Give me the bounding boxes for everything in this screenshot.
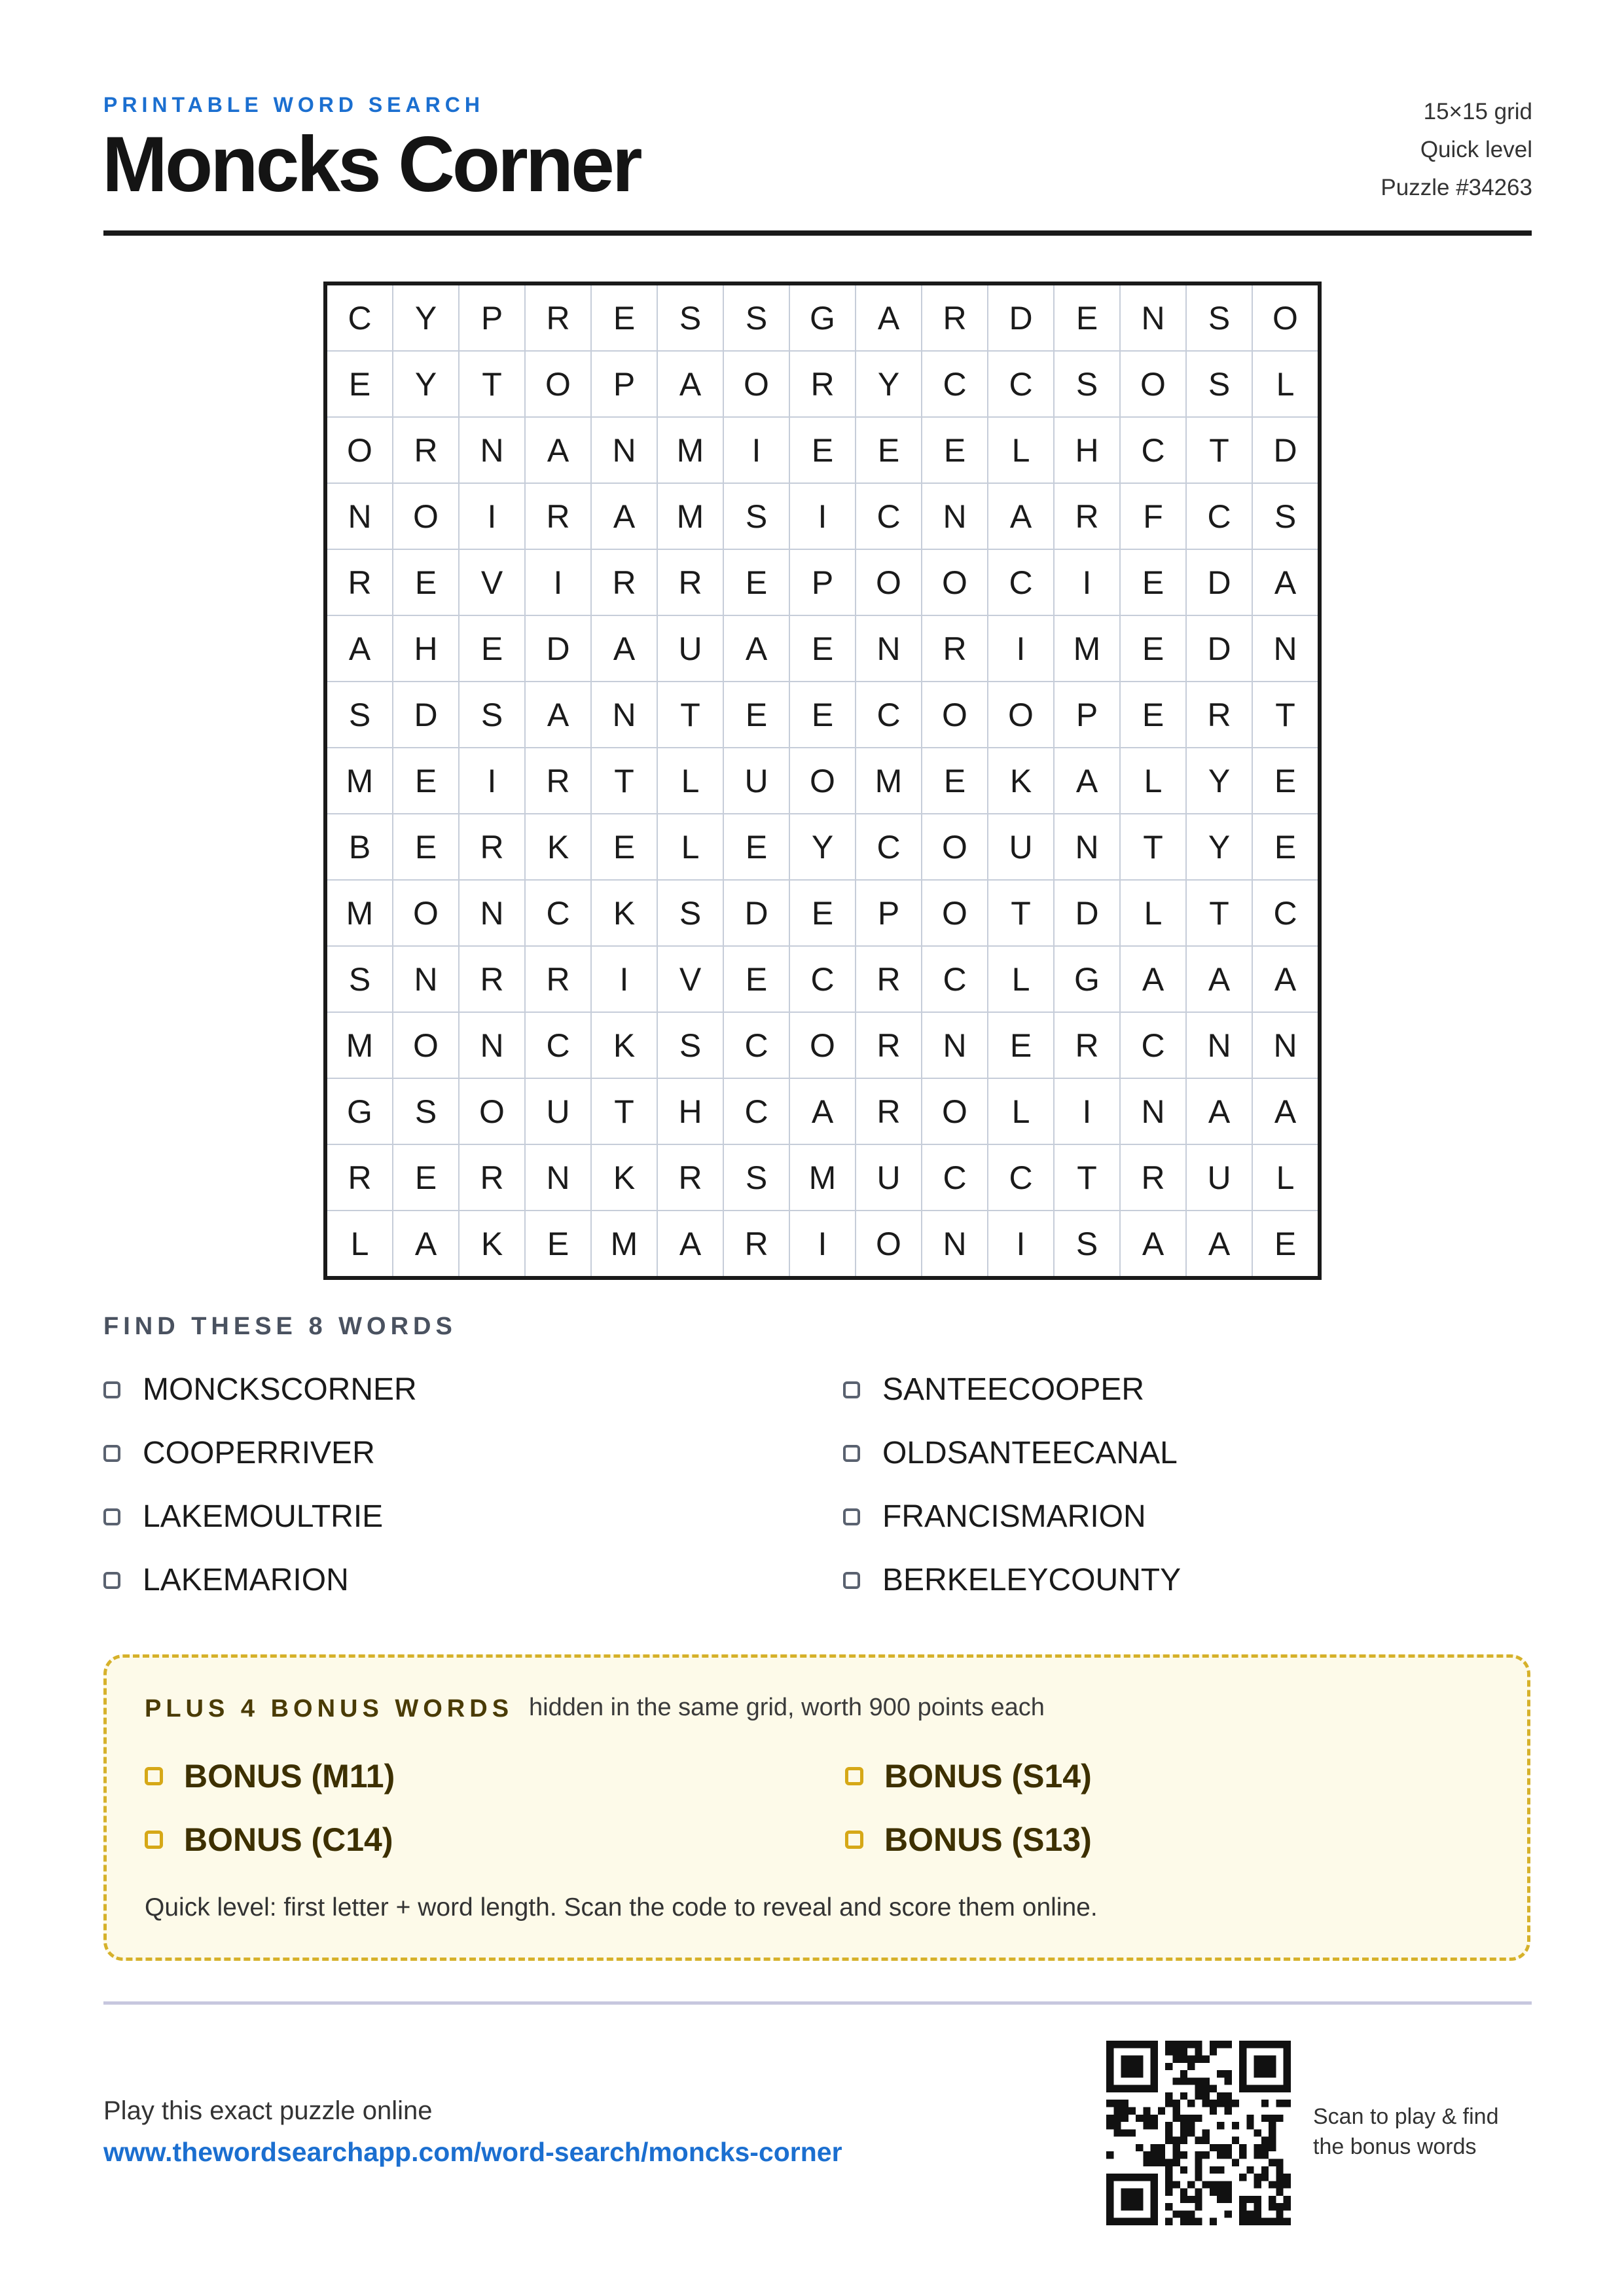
grid-cell[interactable]: N xyxy=(922,1012,988,1078)
grid-cell[interactable]: I xyxy=(459,483,525,549)
grid-cell[interactable]: S xyxy=(1186,283,1252,351)
grid-cell[interactable]: T xyxy=(1186,417,1252,483)
checkbox-icon[interactable] xyxy=(103,1572,120,1589)
grid-cell[interactable]: N xyxy=(393,946,459,1012)
grid-cell[interactable]: O xyxy=(1120,351,1186,417)
grid-cell[interactable]: D xyxy=(1186,615,1252,682)
grid-cell[interactable]: C xyxy=(723,1012,789,1078)
word-item[interactable] xyxy=(843,1499,1146,1535)
grid-cell[interactable]: A xyxy=(789,1078,856,1144)
grid-cell[interactable]: R xyxy=(856,1012,922,1078)
grid-cell[interactable]: N xyxy=(1186,1012,1252,1078)
grid-cell[interactable]: C xyxy=(856,814,922,880)
grid-row xyxy=(325,615,1320,682)
grid-cell[interactable]: E xyxy=(393,549,459,615)
grid-cell[interactable]: E xyxy=(789,880,856,946)
grid-cell[interactable]: T xyxy=(1186,880,1252,946)
grid-cell[interactable]: A xyxy=(525,682,591,748)
grid-cell[interactable]: C xyxy=(922,1144,988,1211)
grid-cell[interactable]: N xyxy=(325,483,393,549)
bonus-word-item[interactable] xyxy=(845,1757,1092,1795)
checkbox-icon[interactable] xyxy=(843,1445,860,1462)
grid-cell[interactable]: U xyxy=(1186,1144,1252,1211)
grid-cell[interactable]: T xyxy=(1120,814,1186,880)
grid-cell[interactable]: E xyxy=(393,748,459,814)
grid-cell[interactable]: T xyxy=(459,351,525,417)
grid-cell[interactable]: Y xyxy=(393,351,459,417)
grid-cell[interactable]: A xyxy=(1252,946,1320,1012)
grid-cell[interactable]: S xyxy=(723,1144,789,1211)
qr-caption-line: the bonus words xyxy=(1313,2134,1477,2159)
grid-cell[interactable]: H xyxy=(1054,417,1120,483)
grid-cell[interactable]: E xyxy=(525,1211,591,1278)
grid-cell[interactable]: I xyxy=(789,1211,856,1278)
grid-cell[interactable]: G xyxy=(789,283,856,351)
grid-cell[interactable]: D xyxy=(988,283,1054,351)
bonus-word-label: BONUS (M11) xyxy=(184,1758,395,1795)
grid-cell[interactable]: R xyxy=(922,615,988,682)
grid-cell[interactable]: M xyxy=(591,1211,657,1278)
checkbox-icon[interactable] xyxy=(103,1508,120,1525)
play-online-label: Play this exact puzzle online xyxy=(103,2096,433,2125)
grid-cell[interactable]: A xyxy=(856,283,922,351)
header-divider xyxy=(103,230,1532,236)
grid-cell[interactable]: L xyxy=(657,814,723,880)
word-label: SANTEECOOPER xyxy=(882,1372,1145,1407)
grid-cell[interactable]: S xyxy=(325,946,393,1012)
bonus-word-label: BONUS (S13) xyxy=(884,1821,1092,1858)
grid-cell[interactable]: O xyxy=(459,1078,525,1144)
grid-cell[interactable]: R xyxy=(1120,1144,1186,1211)
grid-cell[interactable]: I xyxy=(1054,549,1120,615)
word-label: LAKEMARION xyxy=(143,1563,349,1597)
grid-cell[interactable]: A xyxy=(591,483,657,549)
grid-row xyxy=(325,351,1320,417)
grid-cell[interactable]: C xyxy=(922,946,988,1012)
word-item[interactable] xyxy=(103,1499,383,1535)
grid-cell[interactable]: S xyxy=(325,682,393,748)
grid-cell[interactable]: A xyxy=(657,351,723,417)
grid-cell[interactable]: S xyxy=(1054,351,1120,417)
grid-cell[interactable]: U xyxy=(657,615,723,682)
grid-row xyxy=(325,1144,1320,1211)
word-label: FRANCISMARION xyxy=(882,1499,1146,1534)
grid-cell[interactable]: Y xyxy=(1186,748,1252,814)
grid-cell[interactable]: L xyxy=(325,1211,393,1278)
grid-cell[interactable]: O xyxy=(922,814,988,880)
bonus-word-item[interactable] xyxy=(145,1821,393,1859)
grid-cell[interactable]: U xyxy=(723,748,789,814)
grid-cell[interactable]: E xyxy=(1252,814,1320,880)
grid-cell[interactable]: F xyxy=(1120,483,1186,549)
bonus-heading: PLUS 4 BONUS WORDS xyxy=(145,1695,514,1722)
grid-cell[interactable]: D xyxy=(1252,417,1320,483)
grid-cell[interactable]: C xyxy=(525,1012,591,1078)
grid-cell[interactable]: O xyxy=(789,748,856,814)
grid-cell[interactable]: O xyxy=(922,549,988,615)
grid-cell[interactable]: C xyxy=(856,682,922,748)
checkbox-icon[interactable] xyxy=(843,1572,860,1589)
grid-cell[interactable]: O xyxy=(325,417,393,483)
checkbox-icon[interactable] xyxy=(845,1831,863,1849)
grid-cell[interactable]: R xyxy=(723,1211,789,1278)
grid-cell[interactable]: K xyxy=(591,1144,657,1211)
grid-cell[interactable]: A xyxy=(325,615,393,682)
grid-cell[interactable]: S xyxy=(1054,1211,1120,1278)
grid-cell[interactable]: O xyxy=(856,1211,922,1278)
grid-cell[interactable]: R xyxy=(525,283,591,351)
grid-cell[interactable]: O xyxy=(789,1012,856,1078)
grid-cell[interactable]: R xyxy=(325,549,393,615)
grid-row xyxy=(325,1078,1320,1144)
grid-cell[interactable]: K xyxy=(525,814,591,880)
grid-cell[interactable]: U xyxy=(856,1144,922,1211)
puzzle-number: Puzzle #34263 xyxy=(1380,175,1532,200)
grid-cell[interactable]: R xyxy=(525,483,591,549)
word-label: LAKEMOULTRIE xyxy=(143,1499,384,1534)
grid-cell[interactable]: K xyxy=(988,748,1054,814)
grid-cell[interactable]: R xyxy=(459,814,525,880)
grid-cell[interactable]: A xyxy=(723,615,789,682)
grid-cell[interactable]: U xyxy=(988,814,1054,880)
grid-cell[interactable]: I xyxy=(988,1211,1054,1278)
grid-cell[interactable]: D xyxy=(1186,549,1252,615)
letter-grid xyxy=(323,282,1322,1280)
grid-cell[interactable]: I xyxy=(723,417,789,483)
grid-cell[interactable]: L xyxy=(1252,351,1320,417)
grid-cell[interactable]: C xyxy=(988,1144,1054,1211)
grid-cell[interactable]: E xyxy=(393,1144,459,1211)
grid-cell[interactable]: D xyxy=(1054,880,1120,946)
grid-cell[interactable]: E xyxy=(1252,748,1320,814)
grid-cell[interactable]: N xyxy=(922,1211,988,1278)
grid-cell[interactable]: C xyxy=(1186,483,1252,549)
word-item[interactable] xyxy=(843,1372,1144,1408)
grid-cell[interactable]: S xyxy=(657,283,723,351)
grid-cell[interactable]: O xyxy=(856,549,922,615)
grid-cell[interactable]: S xyxy=(723,283,789,351)
checkbox-icon[interactable] xyxy=(845,1767,863,1785)
grid-cell[interactable]: O xyxy=(1252,283,1320,351)
grid-cell[interactable]: L xyxy=(988,417,1054,483)
grid-cell[interactable]: E xyxy=(325,351,393,417)
grid-cell[interactable]: I xyxy=(591,946,657,1012)
grid-cell[interactable]: R xyxy=(856,946,922,1012)
grid-cell[interactable]: M xyxy=(789,1144,856,1211)
grid-cell[interactable]: B xyxy=(325,814,393,880)
grid-cell[interactable]: O xyxy=(393,483,459,549)
grid-cell[interactable]: P xyxy=(789,549,856,615)
grid-cell[interactable]: N xyxy=(459,880,525,946)
grid-cell[interactable]: E xyxy=(1054,283,1120,351)
grid-cell[interactable]: K xyxy=(591,880,657,946)
puzzle-url-link[interactable]: www.thewordsearchapp.com/word-search/moncks-corner xyxy=(103,2137,842,2167)
grid-cell[interactable]: L xyxy=(657,748,723,814)
grid-cell[interactable]: T xyxy=(657,682,723,748)
grid-cell[interactable]: G xyxy=(325,1078,393,1144)
grid-row xyxy=(325,880,1320,946)
grid-cell[interactable]: H xyxy=(657,1078,723,1144)
grid-cell[interactable]: R xyxy=(525,946,591,1012)
grid-cell[interactable]: E xyxy=(393,814,459,880)
grid-cell[interactable]: I xyxy=(459,748,525,814)
bonus-word-label: BONUS (C14) xyxy=(184,1821,393,1858)
grid-cell[interactable]: L xyxy=(988,946,1054,1012)
grid-cell[interactable]: O xyxy=(922,1078,988,1144)
grid-cell[interactable]: A xyxy=(591,615,657,682)
grid-cell[interactable]: A xyxy=(1186,1078,1252,1144)
grid-cell[interactable]: C xyxy=(789,946,856,1012)
puzzle-meta xyxy=(1380,93,1532,207)
grid-cell[interactable]: D xyxy=(393,682,459,748)
grid-cell[interactable]: R xyxy=(525,748,591,814)
grid-cell[interactable]: T xyxy=(988,880,1054,946)
grid-cell[interactable]: M xyxy=(325,880,393,946)
grid-cell[interactable]: N xyxy=(591,417,657,483)
bonus-note: Quick level: first letter + word length. Scan the code to reveal and score them online. xyxy=(145,1893,1098,1922)
grid-cell[interactable]: N xyxy=(459,1012,525,1078)
grid-cell[interactable]: M xyxy=(657,483,723,549)
grid-cell[interactable]: E xyxy=(1120,682,1186,748)
grid-cell[interactable]: N xyxy=(1054,814,1120,880)
grid-cell[interactable]: N xyxy=(1252,1012,1320,1078)
grid-cell[interactable]: A xyxy=(393,1211,459,1278)
grid-cell[interactable]: V xyxy=(657,946,723,1012)
grid-cell[interactable]: T xyxy=(591,748,657,814)
grid-cell[interactable]: E xyxy=(723,946,789,1012)
grid-cell[interactable]: A xyxy=(1120,946,1186,1012)
bonus-word-item[interactable] xyxy=(145,1757,395,1795)
grid-cell[interactable]: Y xyxy=(789,814,856,880)
grid-cell[interactable]: M xyxy=(325,1012,393,1078)
grid-cell[interactable]: C xyxy=(1120,1012,1186,1078)
bonus-word-item[interactable] xyxy=(845,1821,1092,1859)
grid-row xyxy=(325,748,1320,814)
grid-cell[interactable]: P xyxy=(591,351,657,417)
grid-row xyxy=(325,417,1320,483)
grid-cell[interactable]: N xyxy=(459,417,525,483)
grid-cell[interactable]: O xyxy=(922,880,988,946)
word-item[interactable] xyxy=(843,1435,1178,1471)
grid-row xyxy=(325,1211,1320,1278)
grid-cell[interactable]: T xyxy=(1054,1144,1120,1211)
word-item[interactable] xyxy=(103,1435,375,1471)
grid-cell[interactable]: E xyxy=(723,682,789,748)
checkbox-icon[interactable] xyxy=(145,1767,163,1785)
checkbox-icon[interactable] xyxy=(843,1381,860,1398)
grid-cell[interactable]: I xyxy=(525,549,591,615)
footer-divider xyxy=(103,2001,1532,2005)
grid-cell[interactable]: A xyxy=(1186,1211,1252,1278)
grid-cell[interactable]: O xyxy=(393,880,459,946)
grid-cell[interactable]: O xyxy=(525,351,591,417)
grid-cell[interactable]: G xyxy=(1054,946,1120,1012)
checkbox-icon[interactable] xyxy=(103,1381,120,1398)
grid-cell[interactable]: Y xyxy=(856,351,922,417)
grid-cell[interactable]: M xyxy=(1054,615,1120,682)
grid-cell[interactable]: R xyxy=(856,1078,922,1144)
grid-cell[interactable]: A xyxy=(988,483,1054,549)
grid-cell[interactable]: P xyxy=(459,283,525,351)
grid-cell[interactable]: D xyxy=(525,615,591,682)
grid-cell[interactable]: P xyxy=(1054,682,1120,748)
grid-cell[interactable]: E xyxy=(1120,615,1186,682)
grid-cell[interactable]: R xyxy=(789,351,856,417)
grid-cell[interactable]: N xyxy=(591,682,657,748)
grid-cell[interactable]: C xyxy=(723,1078,789,1144)
header-kicker: PRINTABLE WORD SEARCH xyxy=(103,93,484,117)
grid-cell[interactable]: M xyxy=(325,748,393,814)
grid-cell[interactable]: O xyxy=(723,351,789,417)
grid-cell[interactable]: E xyxy=(789,615,856,682)
grid-cell[interactable]: C xyxy=(988,351,1054,417)
qr-caption xyxy=(1313,2102,1499,2162)
grid-cell[interactable]: Y xyxy=(1186,814,1252,880)
grid-cell[interactable]: V xyxy=(459,549,525,615)
qr-code[interactable] xyxy=(1106,2041,1291,2225)
grid-cell[interactable]: K xyxy=(459,1211,525,1278)
grid-cell[interactable]: T xyxy=(591,1078,657,1144)
grid-cell[interactable]: N xyxy=(856,615,922,682)
grid-cell[interactable]: A xyxy=(525,417,591,483)
grid-row xyxy=(325,1012,1320,1078)
bonus-word-label: BONUS (S14) xyxy=(884,1758,1092,1795)
grid-cell[interactable]: C xyxy=(1120,417,1186,483)
grid-cell[interactable]: D xyxy=(723,880,789,946)
grid-cell[interactable]: A xyxy=(1252,549,1320,615)
grid-cell[interactable]: L xyxy=(988,1078,1054,1144)
grid-cell[interactable]: C xyxy=(325,283,393,351)
grid-cell[interactable]: N xyxy=(1252,615,1320,682)
grid-row xyxy=(325,814,1320,880)
grid-row xyxy=(325,682,1320,748)
grid-cell[interactable]: N xyxy=(1120,283,1186,351)
grid-cell[interactable]: U xyxy=(525,1078,591,1144)
grid-row xyxy=(325,946,1320,1012)
checkbox-icon[interactable] xyxy=(145,1831,163,1849)
grid-cell[interactable]: L xyxy=(1120,880,1186,946)
grid-cell[interactable]: S xyxy=(459,682,525,748)
checkbox-icon[interactable] xyxy=(103,1445,120,1462)
grid-cell[interactable]: S xyxy=(393,1078,459,1144)
grid-cell[interactable]: O xyxy=(393,1012,459,1078)
word-item[interactable] xyxy=(103,1372,417,1408)
grid-cell[interactable]: E xyxy=(856,417,922,483)
grid-cell[interactable]: E xyxy=(459,615,525,682)
grid-cell[interactable]: K xyxy=(591,1012,657,1078)
grid-row xyxy=(325,549,1320,615)
word-label: OLDSANTEECANAL xyxy=(882,1436,1178,1470)
grid-cell[interactable]: S xyxy=(723,483,789,549)
grid-cell[interactable]: R xyxy=(1054,483,1120,549)
grid-cell[interactable]: E xyxy=(723,814,789,880)
grid-cell[interactable]: N xyxy=(1120,1078,1186,1144)
bonus-subtitle: hidden in the same grid, worth 900 points each xyxy=(529,1694,1045,1721)
grid-cell[interactable]: M xyxy=(856,748,922,814)
grid-row xyxy=(325,483,1320,549)
grid-cell[interactable]: R xyxy=(591,549,657,615)
page-title: Moncks Corner xyxy=(102,120,640,208)
grid-cell[interactable]: L xyxy=(1252,1144,1320,1211)
grid-cell[interactable]: E xyxy=(789,682,856,748)
grid-cell[interactable]: E xyxy=(591,814,657,880)
grid-cell[interactable]: S xyxy=(657,1012,723,1078)
grid-cell[interactable]: S xyxy=(657,880,723,946)
grid-cell[interactable]: Y xyxy=(393,283,459,351)
grid-cell[interactable]: E xyxy=(723,549,789,615)
grid-cell[interactable]: E xyxy=(1120,549,1186,615)
word-item[interactable] xyxy=(843,1562,1181,1598)
grid-cell[interactable]: E xyxy=(988,1012,1054,1078)
grid-cell[interactable]: R xyxy=(393,417,459,483)
grid-cell[interactable]: R xyxy=(459,946,525,1012)
grid-cell[interactable]: O xyxy=(922,682,988,748)
grid-cell[interactable]: R xyxy=(325,1144,393,1211)
grid-cell[interactable]: I xyxy=(789,483,856,549)
grid-cell[interactable]: L xyxy=(1120,748,1186,814)
word-item[interactable] xyxy=(103,1562,349,1598)
grid-cell[interactable]: A xyxy=(1054,748,1120,814)
grid-row xyxy=(325,283,1320,351)
grid-cell[interactable]: T xyxy=(1252,682,1320,748)
word-label: COOPERRIVER xyxy=(143,1436,375,1470)
word-list-heading: FIND THESE 8 WORDS xyxy=(103,1313,457,1340)
grid-cell[interactable]: R xyxy=(1186,682,1252,748)
grid-cell[interactable]: N xyxy=(922,483,988,549)
grid-cell[interactable]: P xyxy=(856,880,922,946)
grid-cell[interactable]: N xyxy=(525,1144,591,1211)
grid-cell[interactable]: I xyxy=(1054,1078,1120,1144)
word-label: MONCKSCORNER xyxy=(143,1372,417,1407)
grid-cell[interactable]: E xyxy=(591,283,657,351)
qr-caption-line: Scan to play & find xyxy=(1313,2104,1499,2129)
grid-cell[interactable]: E xyxy=(1252,1211,1320,1278)
grid-cell[interactable]: R xyxy=(459,1144,525,1211)
grid-cell[interactable]: M xyxy=(657,417,723,483)
grid-cell[interactable]: R xyxy=(657,1144,723,1211)
grid-cell[interactable]: H xyxy=(393,615,459,682)
difficulty-level: Quick level xyxy=(1420,137,1532,162)
word-label: BERKELEYCOUNTY xyxy=(882,1563,1182,1597)
grid-cell[interactable]: R xyxy=(1054,1012,1120,1078)
grid-cell[interactable]: E xyxy=(789,417,856,483)
grid-cell[interactable]: R xyxy=(922,283,988,351)
grid-cell[interactable]: A xyxy=(657,1211,723,1278)
grid-cell[interactable]: A xyxy=(1186,946,1252,1012)
grid-cell[interactable]: C xyxy=(922,351,988,417)
grid-cell[interactable]: A xyxy=(1120,1211,1186,1278)
grid-cell[interactable]: I xyxy=(988,615,1054,682)
grid-cell[interactable]: E xyxy=(922,417,988,483)
grid-cell[interactable]: A xyxy=(1252,1078,1320,1144)
grid-cell[interactable]: S xyxy=(1186,351,1252,417)
grid-cell[interactable]: E xyxy=(922,748,988,814)
bonus-box xyxy=(103,1654,1530,1961)
grid-size: 15×15 grid xyxy=(1423,99,1532,124)
grid-cell[interactable]: C xyxy=(988,549,1054,615)
checkbox-icon[interactable] xyxy=(843,1508,860,1525)
grid-cell[interactable]: C xyxy=(1252,880,1320,946)
grid-cell[interactable]: C xyxy=(525,880,591,946)
grid-cell[interactable]: C xyxy=(856,483,922,549)
grid-cell[interactable]: R xyxy=(657,549,723,615)
grid-cell[interactable]: O xyxy=(988,682,1054,748)
grid-cell[interactable]: S xyxy=(1252,483,1320,549)
